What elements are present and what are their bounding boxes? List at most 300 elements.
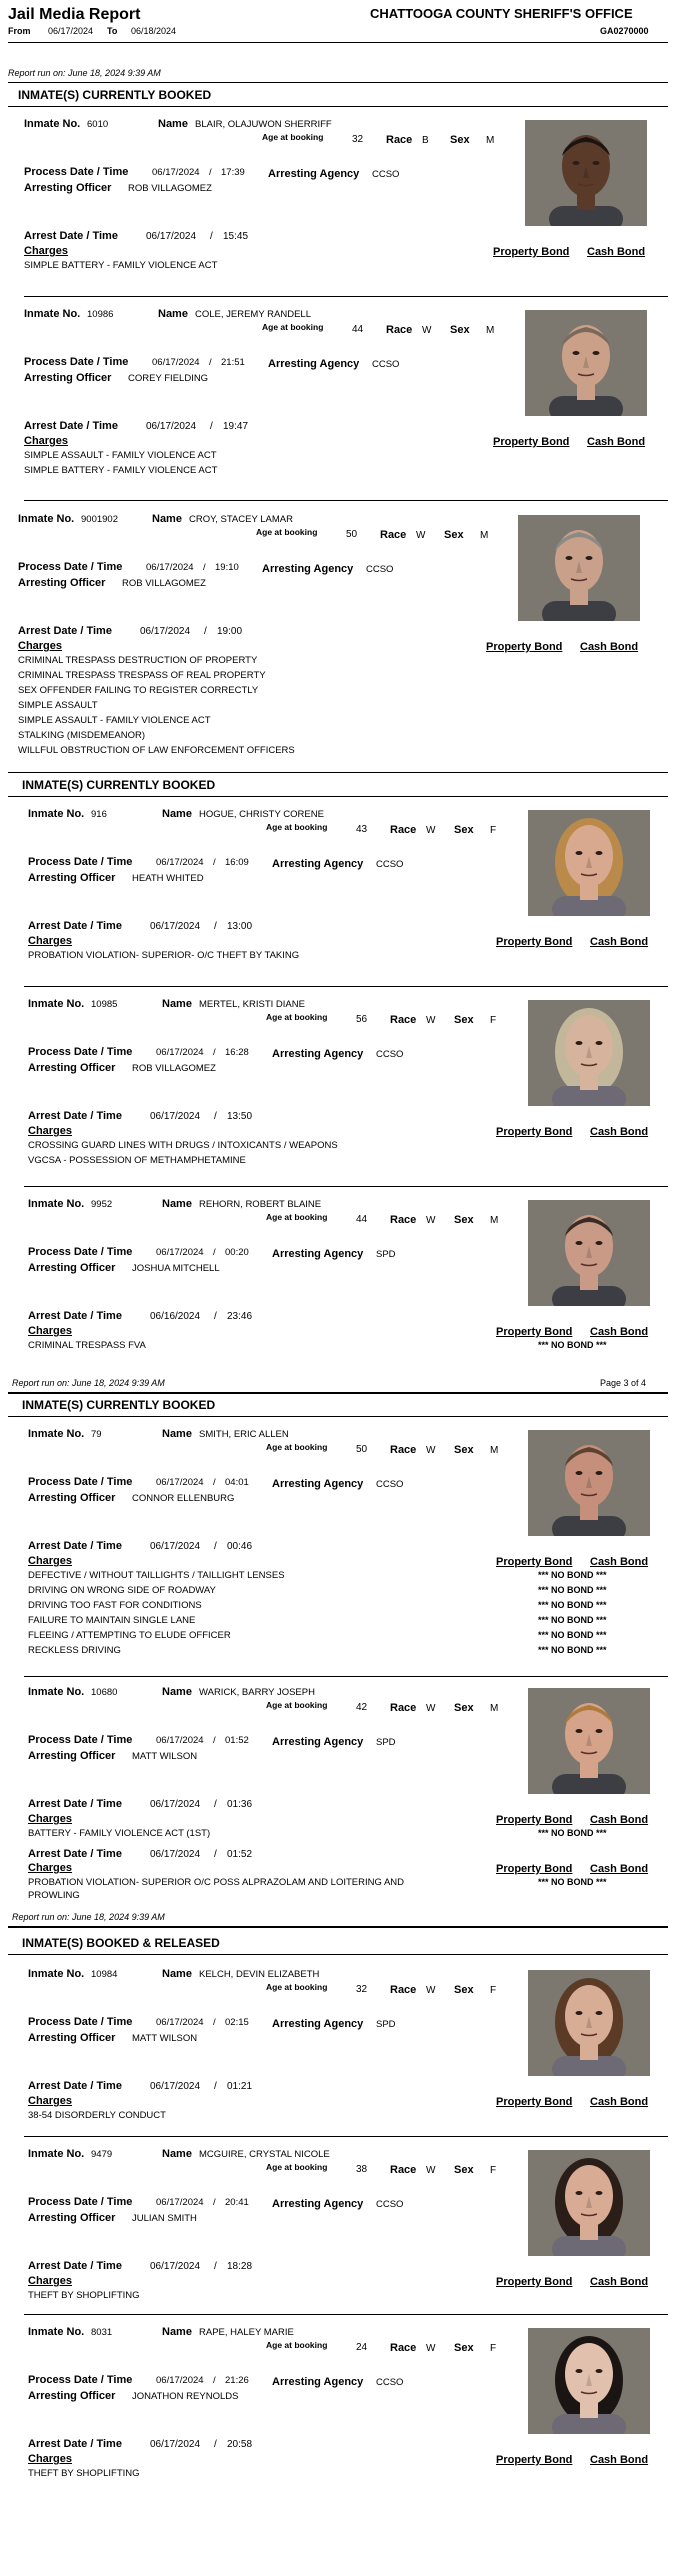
inmate-sex: F [490,1985,497,1996]
arrest-date: 06/17/2024 [150,1541,201,1552]
inmate-no: 9479 [91,2149,113,2160]
charges-heading: Charges [28,935,73,947]
agency-label: Arresting Agency [272,1248,364,1260]
arrest-label: Arrest Date / Time [28,1110,122,1122]
charge-item: BATTERY - FAMILY VIOLENCE ACT (1ST) [28,1828,211,1839]
cash-bond-heading: Cash Bond [580,641,639,653]
cash-bond-heading: Cash Bond [590,2096,649,2108]
arresting-agency: CCSO [376,2199,404,2210]
no-bond: *** NO BOND *** [538,1630,607,1640]
charge-item: DEFECTIVE / WITHOUT TAILLIGHTS / TAILLIGHT LENSES [28,1570,285,1581]
no-bond: *** NO BOND *** [538,1877,607,1887]
arrest-time: 01:52 [227,1849,253,1860]
mugshot-photo [528,1000,650,1106]
record-separator [24,1186,668,1187]
sex-label: Sex [454,2164,474,2176]
inmate-name: KELCH, DEVIN ELIZABETH [199,1969,320,1980]
arrest-label: Arrest Date / Time [28,2438,122,2450]
inmate-race: W [426,2165,436,2176]
inmate-sex: M [486,135,495,146]
arrest-label: Arrest Date / Time [28,920,122,932]
slash: / [214,1111,217,1122]
inmate-no-label: Inmate No. [28,1198,85,1210]
arresting-officer: MATT WILSON [132,2033,198,2044]
slash: / [214,2081,217,2092]
arresting-agency: CCSO [372,169,400,180]
charges-heading: Charges [28,2095,73,2107]
inmate-race: W [426,825,436,836]
inmate-race: W [426,1445,436,1456]
charge-item: PROBATION VIOLATION- SUPERIOR- O/C THEFT BY TAKING [28,950,300,961]
agency-label: Arresting Agency [272,2198,364,2210]
age-label: Age at booking [262,322,324,332]
slash: / [213,1477,216,1488]
property-bond-heading: Property Bond [493,436,570,448]
name-label: Name [162,2326,192,2338]
arrest-date: 06/17/2024 [140,626,191,637]
sex-label: Sex [454,2342,474,2354]
agency-label: Arresting Agency [272,2018,364,2030]
arrest-date: 06/16/2024 [150,1311,201,1322]
process-date: 06/17/2024 [156,1477,204,1488]
arresting-officer: ROB VILLAGOMEZ [128,183,212,194]
slash: / [209,167,212,178]
inmate-race: W [426,2343,436,2354]
inmate-no: 9001902 [81,514,118,525]
inmate-no-label: Inmate No. [24,118,81,130]
property-bond-heading: Property Bond [496,2454,573,2466]
inmate-no: 9952 [91,1199,113,1210]
officer-label: Arresting Officer [28,2212,116,2224]
sex-label: Sex [450,134,470,146]
process-time: 00:20 [225,1247,249,1258]
mugshot-photo [525,120,647,226]
officer-label: Arresting Officer [28,2390,116,2402]
process-label: Process Date / Time [28,2016,133,2028]
charges-heading: Charges [28,2275,73,2287]
arrest-date: 06/17/2024 [150,1111,201,1122]
process-label: Process Date / Time [28,1476,133,1488]
inmate-no: 79 [91,1429,102,1440]
race-label: Race [390,824,417,836]
process-label: Process Date / Time [28,1246,133,1258]
charges-heading: Charges [28,1325,73,1337]
slash: / [210,231,213,242]
race-label: Race [390,1702,417,1714]
process-time: 17:39 [221,167,245,178]
age-label: Age at booking [266,2162,328,2172]
arresting-officer: JOSHUA MITCHELL [132,1263,220,1274]
inmate-no-label: Inmate No. [24,308,81,320]
arresting-officer: MATT WILSON [132,1751,198,1762]
section-title: INMATE(S) CURRENTLY BOOKED [18,88,212,102]
cash-bond-heading: Cash Bond [590,2454,649,2466]
property-bond-heading: Property Bond [496,1814,573,1826]
inmate-name: BLAIR, OLAJUWON SHERRIFF [195,119,332,130]
cash-bond-heading: Cash Bond [590,1863,649,1875]
inmate-name: HOGUE, CHRISTY CORENE [199,809,324,820]
charges-heading: Charges [24,245,69,257]
inmate-age: 42 [356,1702,368,1713]
sex-label: Sex [454,1984,474,1996]
charge-item: DRIVING TOO FAST FOR CONDITIONS [28,1600,202,1611]
inmate-no: 8031 [91,2327,113,2338]
no-bond: *** NO BOND *** [538,1600,607,1610]
inmate-race: B [422,135,429,146]
process-time: 04:01 [225,1477,249,1488]
inmate-age: 43 [356,824,368,835]
property-bond-heading: Property Bond [496,936,573,948]
process-label: Process Date / Time [28,2374,133,2386]
process-date: 06/17/2024 [156,857,204,868]
arrest-date: 06/17/2024 [150,2439,201,2450]
process-date: 06/17/2024 [152,357,200,368]
arresting-agency: CCSO [376,2377,404,2388]
inmate-age: 44 [352,324,364,335]
charge-item: THEFT BY SHOPLIFTING [28,2468,140,2479]
page-number: Page 3 of 4 [600,1378,647,1388]
charge-item: 38-54 DISORDERLY CONDUCT [28,2110,166,2121]
slash: / [213,1735,216,1746]
charge-item: SIMPLE BATTERY - FAMILY VIOLENCE ACT [24,465,218,476]
slash: / [213,1247,216,1258]
property-bond-heading: Property Bond [493,246,570,258]
cash-bond-heading: Cash Bond [590,1326,649,1338]
inmate-name: COLE, JEREMY RANDELL [195,309,311,320]
race-label: Race [390,1014,417,1026]
charges-heading: Charges [28,1813,73,1825]
name-label: Name [162,1428,192,1440]
arresting-officer: JULIAN SMITH [132,2213,197,2224]
inmate-age: 56 [356,1014,368,1025]
inmate-age: 32 [352,134,364,145]
arresting-agency: CCSO [376,1479,404,1490]
header-rule [8,42,668,43]
no-bond: *** NO BOND *** [538,1645,607,1655]
sex-label: Sex [444,529,464,541]
officer-label: Arresting Officer [28,1750,116,1762]
slash: / [214,1311,217,1322]
process-label: Process Date / Time [28,2196,133,2208]
no-bond: *** NO BOND *** [538,1615,607,1625]
inmate-no: 6010 [87,119,109,130]
inmate-name: CROY, STACEY LAMAR [189,514,294,525]
property-bond-heading: Property Bond [496,1326,573,1338]
process-label: Process Date / Time [18,561,123,573]
section-rule [8,1954,668,1955]
inmate-sex: M [490,1215,499,1226]
agency-label: Arresting Agency [272,1736,364,1748]
page-break-rule [8,1392,668,1394]
report-title: Jail Media Report [8,6,141,23]
age-label: Age at booking [266,1700,328,1710]
inmate-no-label: Inmate No. [28,808,85,820]
process-time: 21:26 [225,2375,249,2386]
arrest-label: Arrest Date / Time [18,625,112,637]
agency-label: Arresting Agency [272,858,364,870]
slash: / [214,1849,217,1860]
slash: / [204,626,207,637]
slash: / [214,2261,217,2272]
mugshot-photo [528,2328,650,2434]
mugshot-photo [518,515,640,621]
age-label: Age at booking [266,1012,328,1022]
inmate-no-label: Inmate No. [28,1686,85,1698]
arrest-label: Arrest Date / Time [28,2260,122,2272]
process-time: 21:51 [221,357,245,368]
arresting-agency: SPD [376,2019,396,2030]
inmate-no-label: Inmate No. [28,998,85,1010]
slash: / [214,1541,217,1552]
arrest-label: Arrest Date / Time [28,1848,122,1860]
mugshot-photo [528,1430,650,1536]
cash-bond-heading: Cash Bond [590,1126,649,1138]
sex-label: Sex [450,324,470,336]
from-date: 06/17/2024 [48,26,94,36]
process-time: 01:52 [225,1735,249,1746]
charge-item: VGCSA - POSSESSION OF METHAMPHETAMINE [28,1155,246,1166]
officer-label: Arresting Officer [18,577,106,589]
process-date: 06/17/2024 [156,1047,204,1058]
charges-heading: Charges [28,1862,73,1874]
arrest-time: 15:45 [223,231,249,242]
age-label: Age at booking [266,2340,328,2350]
section-title: INMATE(S) BOOKED & RELEASED [22,1936,220,1950]
slash: / [213,2197,216,2208]
charge-item: PROBATION VIOLATION- SUPERIOR O/C POSS ALPRAZOLAM AND LOITERING AND [28,1877,405,1888]
charge-item: SIMPLE ASSAULT [18,700,98,711]
arrest-date: 06/17/2024 [150,1849,201,1860]
inmate-sex: M [486,325,495,336]
arresting-agency: CCSO [376,859,404,870]
section-rule [8,82,668,83]
race-label: Race [390,1444,417,1456]
arresting-agency: SPD [376,1737,396,1748]
to-date: 06/18/2024 [131,26,177,36]
age-label: Age at booking [266,822,328,832]
arrest-time: 13:50 [227,1111,253,1122]
inmate-no-label: Inmate No. [28,1968,85,1980]
agency-label: Arresting Agency [272,2376,364,2388]
arrest-time: 18:28 [227,2261,253,2272]
arrest-date: 06/17/2024 [146,231,197,242]
name-label: Name [162,1968,192,1980]
inmate-no: 10985 [91,999,118,1010]
age-label: Age at booking [266,1212,328,1222]
inmate-sex: M [490,1445,499,1456]
officer-label: Arresting Officer [28,2032,116,2044]
inmate-sex: F [490,2343,497,2354]
record-separator [24,296,668,297]
race-label: Race [390,1984,417,1996]
inmate-age: 24 [356,2342,368,2353]
process-label: Process Date / Time [28,856,133,868]
section-title: INMATE(S) CURRENTLY BOOKED [22,1398,216,1412]
process-date: 06/17/2024 [156,1247,204,1258]
arrest-time: 01:36 [227,1799,253,1810]
report-run: Report run on: June 18, 2024 9:39 AM [8,68,161,78]
inmate-no: 10986 [87,309,114,320]
arrest-time: 19:47 [223,421,249,432]
arresting-officer: HEATH WHITED [132,873,204,884]
cash-bond-heading: Cash Bond [590,1814,649,1826]
record-separator [24,986,668,987]
no-bond: *** NO BOND *** [538,1828,607,1838]
charge-item: SIMPLE ASSAULT - FAMILY VIOLENCE ACT [18,715,211,726]
arrest-date: 06/17/2024 [150,2081,201,2092]
section-rule [8,772,668,773]
officer-label: Arresting Officer [28,1492,116,1504]
process-time: 19:10 [215,562,239,573]
process-label: Process Date / Time [28,1046,133,1058]
charges-heading: Charges [18,640,63,652]
sex-label: Sex [454,824,474,836]
inmate-sex: F [490,1015,497,1026]
officer-label: Arresting Officer [24,372,112,384]
property-bond-heading: Property Bond [496,2276,573,2288]
race-label: Race [386,324,413,336]
inmate-age: 50 [356,1444,368,1455]
section-title: INMATE(S) CURRENTLY BOOKED [22,778,216,792]
officer-label: Arresting Officer [28,1062,116,1074]
cash-bond-heading: Cash Bond [587,246,646,258]
arrest-label: Arrest Date / Time [24,420,118,432]
inmate-no-label: Inmate No. [28,2148,85,2160]
inmate-age: 38 [356,2164,368,2175]
property-bond-heading: Property Bond [496,1556,573,1568]
arrest-label: Arrest Date / Time [28,1310,122,1322]
process-date: 06/17/2024 [156,2375,204,2386]
arrest-date: 06/17/2024 [146,421,197,432]
arresting-officer: ROB VILLAGOMEZ [132,1063,216,1074]
inmate-sex: F [490,2165,497,2176]
agency-code: GA0270000 [600,26,649,36]
process-date: 06/17/2024 [156,2197,204,2208]
race-label: Race [380,529,407,541]
age-label: Age at booking [266,1442,328,1452]
arresting-officer: COREY FIELDING [128,373,209,384]
agency-label: Arresting Agency [268,358,360,370]
charge-item: SEX OFFENDER FAILING TO REGISTER CORRECTLY [18,685,259,696]
inmate-race: W [426,1015,436,1026]
charge-item: CRIMINAL TRESPASS DESTRUCTION OF PROPERTY [18,655,258,666]
inmate-name: MCGUIRE, CRYSTAL NICOLE [199,2149,330,2160]
arrest-label: Arrest Date / Time [24,230,118,242]
arrest-label: Arrest Date / Time [28,1798,122,1810]
property-bond-heading: Property Bond [496,2096,573,2108]
charge-item: STALKING (MISDEMEANOR) [18,730,146,741]
charge-item: CRIMINAL TRESPASS FVA [28,1340,146,1351]
name-label: Name [162,808,192,820]
charges-heading: Charges [28,2453,73,2465]
no-bond: *** NO BOND *** [538,1585,607,1595]
slash: / [210,421,213,432]
inmate-name: SMITH, ERIC ALLEN [199,1429,289,1440]
inmate-name: RAPE, HALEY MARIE [199,2327,294,2338]
process-date: 06/17/2024 [152,167,200,178]
name-label: Name [162,2148,192,2160]
process-date: 06/17/2024 [146,562,194,573]
sex-label: Sex [454,1214,474,1226]
slash: / [209,357,212,368]
slash: / [213,2017,216,2028]
charge-item: CROSSING GUARD LINES WITH DRUGS / INTOXICANTS / WEAPONS [28,1140,338,1151]
slash: / [213,857,216,868]
cash-bond-heading: Cash Bond [590,1556,649,1568]
inmate-no-label: Inmate No. [28,1428,85,1440]
arresting-agency: CCSO [366,564,394,575]
inmate-sex: M [480,530,489,541]
arrest-label: Arrest Date / Time [28,2080,122,2092]
process-time: 20:41 [225,2197,249,2208]
no-bond: *** NO BOND *** [538,1570,607,1580]
inmate-sex: F [490,825,497,836]
mugshot-photo [528,1688,650,1794]
to-label: To [107,26,118,36]
section-rule [8,796,668,797]
inmate-name: REHORN, ROBERT BLAINE [199,1199,322,1210]
arresting-agency: CCSO [372,359,400,370]
charge-item: RECKLESS DRIVING [28,1645,121,1656]
charge-item: FLEEING / ATTEMPTING TO ELUDE OFFICER [28,1630,231,1641]
inmate-name: MERTEL, KRISTI DIANE [199,999,305,1010]
process-date: 06/17/2024 [156,1735,204,1746]
process-time: 16:09 [225,857,249,868]
slash: / [213,2375,216,2386]
charges-heading: Charges [28,1125,73,1137]
arrest-date: 06/17/2024 [150,921,201,932]
arresting-officer: CONNOR ELLENBURG [132,1493,235,1504]
arrest-time: 20:58 [227,2439,253,2450]
charges-heading: Charges [28,1555,73,1567]
inmate-race: W [426,1703,436,1714]
inmate-race: W [426,1985,436,1996]
no-bond: *** NO BOND *** [538,1340,607,1350]
agency-label: Arresting Agency [262,563,354,575]
slash: / [214,1799,217,1810]
arrest-time: 13:00 [227,921,253,932]
charge-item: CRIMINAL TRESPASS TRESPASS OF REAL PROPERTY [18,670,266,681]
section-rule [8,106,668,107]
property-bond-heading: Property Bond [496,1863,573,1875]
inmate-age: 44 [356,1214,368,1225]
record-separator [24,1676,668,1677]
slash: / [203,562,206,573]
cash-bond-heading: Cash Bond [590,2276,649,2288]
agency-label: Arresting Agency [272,1048,364,1060]
name-label: Name [162,1198,192,1210]
inmate-age: 32 [356,1984,368,1995]
from-label: From [8,26,31,36]
age-label: Age at booking [256,527,318,537]
process-time: 16:28 [225,1047,249,1058]
officer-label: Arresting Officer [28,1262,116,1274]
name-label: Name [152,513,182,525]
charge-item: FAILURE TO MAINTAIN SINGLE LANE [28,1615,196,1626]
mugshot-photo [525,310,647,416]
sex-label: Sex [454,1444,474,1456]
property-bond-heading: Property Bond [496,1126,573,1138]
inmate-no: 10984 [91,1969,118,1980]
charge-item: SIMPLE BATTERY - FAMILY VIOLENCE ACT [24,260,218,271]
arrest-label: Arrest Date / Time [28,1540,122,1552]
agency-name: CHATTOOGA COUNTY SHERIFF'S OFFICE [370,6,633,21]
inmate-race: W [426,1215,436,1226]
mugshot-photo [528,810,650,916]
process-date: 06/17/2024 [156,2017,204,2028]
cash-bond-heading: Cash Bond [590,936,649,948]
race-label: Race [386,134,413,146]
